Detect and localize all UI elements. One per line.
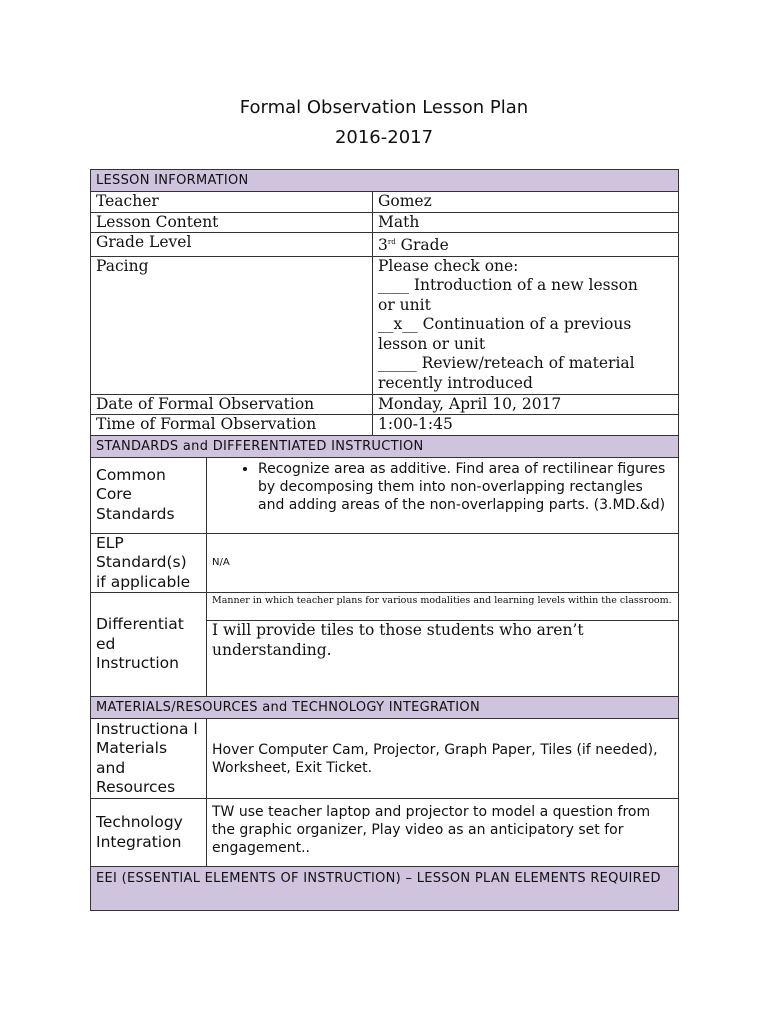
- table-row: [91, 457, 679, 533]
- document-title: Formal Observation Lesson Plan: [239, 97, 529, 118]
- date-label: Date of Formal Observation: [91, 394, 373, 415]
- common-core-value: [207, 457, 679, 533]
- section-header-row: [91, 867, 679, 911]
- instructional-materials-value: Hover Computer Cam, Projector, Graph Paper, Tiles (if needed), Worksheet, Exit Ticket.: [207, 719, 679, 799]
- pacing-line: lesson or unit: [378, 334, 486, 353]
- pacing-options: [373, 256, 679, 394]
- lesson-information-heading: LESSON INFORMATION: [91, 170, 679, 192]
- pacing-line: recently introduced: [378, 373, 533, 392]
- table-row: [91, 233, 679, 257]
- table-row: [91, 799, 679, 867]
- grade-level-value: [373, 233, 679, 257]
- table-row: [91, 533, 679, 593]
- table-row: [91, 212, 679, 233]
- lesson-content-label: Lesson Content: [91, 212, 373, 233]
- grade-number: 3: [378, 236, 388, 255]
- teacher-label: Teacher: [91, 192, 373, 213]
- materials-heading: MATERIALS/RESOURCES and TECHNOLOGY INTEGRATION: [91, 697, 679, 719]
- differentiated-value: I will provide tiles to those students who aren’t understanding.: [207, 621, 679, 697]
- section-header-row: [91, 435, 679, 457]
- differentiated-hint: Manner in which teacher plans for various modalities and learning levels within the classroom.: [207, 593, 679, 621]
- time-value: 1:00-1:45: [373, 415, 679, 436]
- grade-word: Grade: [395, 236, 449, 255]
- technology-integration-value: TW use teacher laptop and projector to model a question from the graphic organizer, Play video as an anticipatory set for engagement..: [207, 799, 679, 867]
- section-header-row: [91, 170, 679, 192]
- teacher-value: Gomez: [373, 192, 679, 213]
- standards-list: [212, 460, 673, 514]
- list-item: • Recognize area as additive. Find area of rectilinear figures by decomposing them into non-overlapping rectangles and adding areas of the non-overlapping parts. (3.MD.&d): [258, 460, 673, 514]
- differentiated-label: Differentiat ed Instruction: [91, 593, 207, 697]
- pacing-line: _____ Review/reteach of material: [378, 354, 635, 373]
- pacing-line: or unit: [378, 295, 431, 314]
- elp-label: ELP Standard(s) if applicable: [91, 533, 207, 593]
- grade-level-label: Grade Level: [91, 233, 373, 257]
- pacing-line: ____ Introduction of a new lesson: [378, 276, 638, 295]
- instructional-materials-label: Instructiona l Materials and Resources: [91, 719, 207, 799]
- elp-value: N/A: [207, 533, 679, 593]
- pacing-line: __x__ Continuation of a previous: [378, 315, 632, 334]
- common-core-label: Common Core Standards: [91, 457, 207, 533]
- date-value: Monday, April 10, 2017: [373, 394, 679, 415]
- time-label: Time of Formal Observation: [91, 415, 373, 436]
- document-year: 2016-2017: [334, 127, 434, 148]
- standards-heading: STANDARDS and DIFFERENTIATED INSTRUCTION: [91, 435, 679, 457]
- lesson-content-value: Math: [373, 212, 679, 233]
- lesson-plan-table: [90, 169, 679, 911]
- section-header-row: [91, 697, 679, 719]
- pacing-label: Pacing: [91, 256, 373, 394]
- table-row: [91, 415, 679, 436]
- technology-integration-label: Technology Integration: [91, 799, 207, 867]
- table-row: [91, 394, 679, 415]
- table-row: [91, 256, 679, 394]
- eei-heading: EEI (ESSENTIAL ELEMENTS OF INSTRUCTION) – LESSON PLAN ELEMENTS REQUIRED: [91, 867, 679, 911]
- grade-ordinal-suffix: rd: [387, 238, 396, 246]
- pacing-line: Please check one:: [378, 256, 519, 275]
- table-row: [91, 192, 679, 213]
- table-row: [91, 719, 679, 799]
- table-row: [91, 593, 679, 621]
